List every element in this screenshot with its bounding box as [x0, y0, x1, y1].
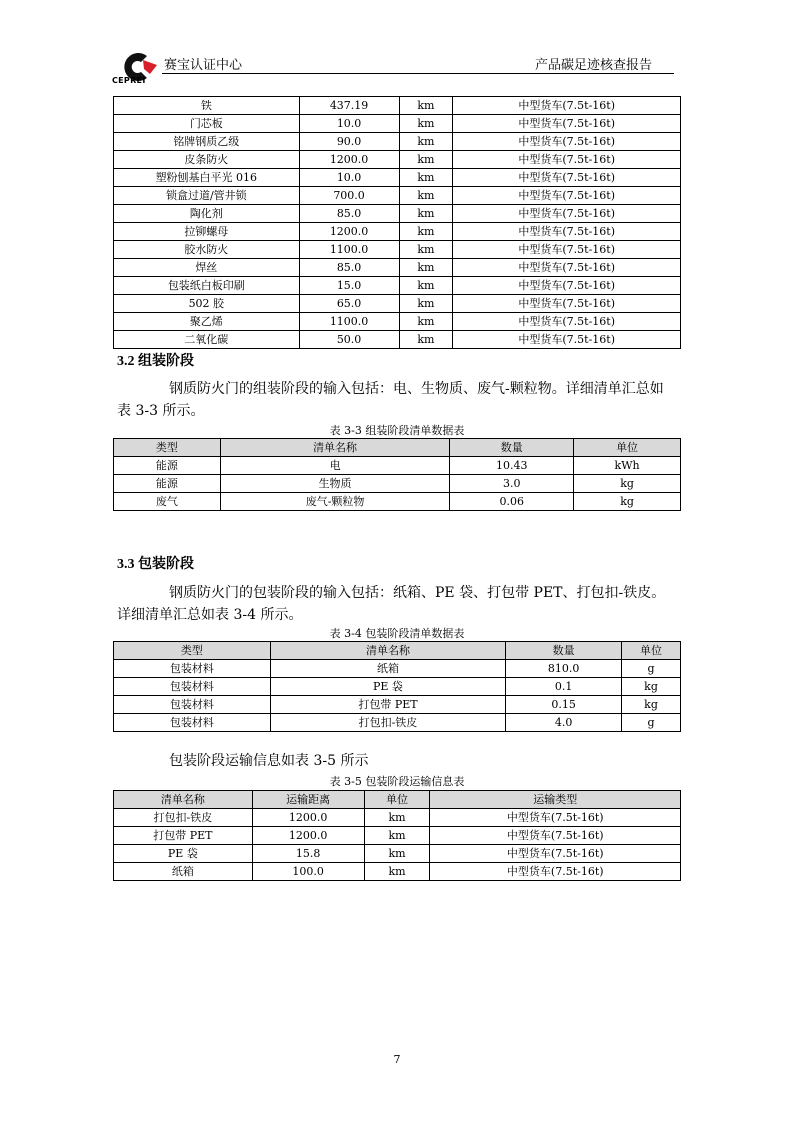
table-row — [114, 827, 681, 845]
column-header: 数量 — [450, 439, 574, 457]
table-cell: km — [399, 295, 453, 313]
table-row — [114, 241, 681, 259]
table-cell: 10.43 — [450, 457, 574, 475]
table-cell: 中型货车(7.5t-16t) — [453, 187, 681, 205]
table-cell: 437.19 — [299, 97, 399, 115]
table-3-3-caption: 表 3-3 组装阶段清单数据表 — [329, 424, 465, 437]
table-cell: 1200.0 — [252, 827, 364, 845]
table-cell: km — [399, 241, 453, 259]
section-3-2-paragraph: 钢质防火门的组装阶段的输入包括：电、生物质、废气-颗粒物。详细清单汇总如表 3-3 所示。 — [117, 381, 664, 419]
table-cell: g — [622, 660, 681, 678]
table-row — [114, 187, 681, 205]
table-cell: 中型货车(7.5t-16t) — [453, 277, 681, 295]
column-header: 单位 — [574, 439, 681, 457]
transport-intro: 包装阶段运输信息如表 3-5 所示 — [169, 753, 369, 769]
table-cell: g — [622, 714, 681, 732]
table-row — [114, 331, 681, 349]
page-number: 7 — [393, 1053, 401, 1066]
table-cell: 4.0 — [506, 714, 622, 732]
column-header: 清单名称 — [220, 439, 450, 457]
table-cell: kg — [622, 696, 681, 714]
report-title: 产品碳足迹核查报告 — [534, 58, 652, 73]
table-cell: 打包扣-铁皮 — [270, 714, 506, 732]
table-cell: 中型货车(7.5t-16t) — [453, 133, 681, 151]
table-cell: 废气 — [114, 493, 221, 511]
section-heading-3-2: 3.2 组装阶段 — [117, 354, 194, 369]
table-cell: km — [364, 809, 430, 827]
column-header: 运输类型 — [430, 791, 681, 809]
table-row — [114, 493, 681, 511]
table-cell: 中型货车(7.5t-16t) — [453, 151, 681, 169]
table-cell: 中型货车(7.5t-16t) — [453, 241, 681, 259]
table-row — [114, 475, 681, 493]
table-row — [114, 295, 681, 313]
table-cell: 1200.0 — [299, 151, 399, 169]
table-cell: 中型货车(7.5t-16t) — [453, 115, 681, 133]
table-cell: 打包扣-铁皮 — [114, 809, 253, 827]
table-cell: 包装材料 — [114, 660, 271, 678]
table-cell: 700.0 — [299, 187, 399, 205]
table-cell: km — [399, 259, 453, 277]
table-cell: kg — [574, 493, 681, 511]
table-row — [114, 678, 681, 696]
table-cell: PE 袋 — [114, 845, 253, 863]
table-cell: 塑粉刨基白平光 016 — [114, 169, 300, 187]
table-cell: 1200.0 — [252, 809, 364, 827]
org-name: 赛宝认证中心 — [164, 58, 243, 73]
table-cell: km — [399, 115, 453, 133]
table-cell: 包装材料 — [114, 696, 271, 714]
table-cell: 15.8 — [252, 845, 364, 863]
table-cell: 打包带 PET — [270, 696, 506, 714]
table-row — [114, 223, 681, 241]
table-cell: 废气-颗粒物 — [220, 493, 450, 511]
table-cell: 1100.0 — [299, 241, 399, 259]
table-header-row — [114, 791, 681, 809]
table-cell: 中型货车(7.5t-16t) — [453, 313, 681, 331]
table-cell: km — [399, 169, 453, 187]
table-cell: km — [399, 223, 453, 241]
table-cell: km — [399, 133, 453, 151]
section-heading-3-3: 3.3 包装阶段 — [117, 557, 194, 572]
table-cell: 0.1 — [506, 678, 622, 696]
table-row — [114, 169, 681, 187]
table-cell: 中型货车(7.5t-16t) — [453, 259, 681, 277]
table-cell: 聚乙烯 — [114, 313, 300, 331]
table-header-row — [114, 439, 681, 457]
column-header: 清单名称 — [270, 642, 506, 660]
table-cell: 中型货车(7.5t-16t) — [453, 223, 681, 241]
table-cell: 1100.0 — [299, 313, 399, 331]
table-row — [114, 457, 681, 475]
column-header: 清单名称 — [114, 791, 253, 809]
table-cell: 皮条防火 — [114, 151, 300, 169]
table-3-4-caption: 表 3-4 包装阶段清单数据表 — [329, 627, 465, 640]
table-cell: km — [399, 187, 453, 205]
table-cell: 中型货车(7.5t-16t) — [430, 827, 681, 845]
table-row — [114, 313, 681, 331]
table-row — [114, 151, 681, 169]
table-cell: 10.0 — [299, 169, 399, 187]
table-cell: 50.0 — [299, 331, 399, 349]
table-cell: 锁盒过道/管井锁 — [114, 187, 300, 205]
table-cell: 3.0 — [450, 475, 574, 493]
table-cell: 包装材料 — [114, 714, 271, 732]
table-cell: 中型货车(7.5t-16t) — [453, 205, 681, 223]
table-cell: km — [399, 331, 453, 349]
table-cell: 100.0 — [252, 863, 364, 881]
column-header: 类型 — [114, 642, 271, 660]
table-header-row — [114, 642, 681, 660]
table-cell: 15.0 — [299, 277, 399, 295]
table-3-5-caption: 表 3-5 包装阶段运输信息表 — [329, 775, 465, 788]
table-cell: 0.15 — [506, 696, 622, 714]
table-cell: km — [399, 151, 453, 169]
table-row — [114, 845, 681, 863]
table-cell: 810.0 — [506, 660, 622, 678]
table-raw-material-transport — [113, 96, 681, 349]
table-cell: 中型货车(7.5t-16t) — [430, 863, 681, 881]
table-row — [114, 115, 681, 133]
page-header — [112, 40, 682, 84]
table-cell: 中型货车(7.5t-16t) — [453, 331, 681, 349]
column-header: 数量 — [506, 642, 622, 660]
table-3-4 — [113, 641, 681, 732]
table-row — [114, 277, 681, 295]
table-cell: PE 袋 — [270, 678, 506, 696]
logo-text: CEPREI — [112, 76, 146, 85]
table-cell: kWh — [574, 457, 681, 475]
table-3-3 — [113, 438, 681, 511]
table-row — [114, 97, 681, 115]
table-cell: 拉铆螺母 — [114, 223, 300, 241]
table-row — [114, 259, 681, 277]
table-cell: 85.0 — [299, 205, 399, 223]
table-cell: 能源 — [114, 475, 221, 493]
table-row — [114, 660, 681, 678]
table-cell: 纸箱 — [114, 863, 253, 881]
table-cell: 包装材料 — [114, 678, 271, 696]
table-cell: 0.06 — [450, 493, 574, 511]
table-cell: km — [399, 205, 453, 223]
table-cell: 纸箱 — [270, 660, 506, 678]
table-cell: 电 — [220, 457, 450, 475]
table-row — [114, 205, 681, 223]
column-header: 单位 — [622, 642, 681, 660]
table-cell: 焊丝 — [114, 259, 300, 277]
table-cell: km — [399, 277, 453, 295]
table-cell: 门芯板 — [114, 115, 300, 133]
table-cell: km — [364, 827, 430, 845]
table-cell: 中型货车(7.5t-16t) — [430, 845, 681, 863]
table-cell: 85.0 — [299, 259, 399, 277]
table-cell: 502 胶 — [114, 295, 300, 313]
table-cell: km — [364, 845, 430, 863]
table-cell: 能源 — [114, 457, 221, 475]
table-cell: 中型货车(7.5t-16t) — [453, 169, 681, 187]
table-row — [114, 863, 681, 881]
column-header: 运输距离 — [252, 791, 364, 809]
table-cell: 90.0 — [299, 133, 399, 151]
table-cell: 二氧化碳 — [114, 331, 300, 349]
table-row — [114, 696, 681, 714]
table-cell: 65.0 — [299, 295, 399, 313]
table-row — [114, 714, 681, 732]
column-header: 单位 — [364, 791, 430, 809]
table-cell: 打包带 PET — [114, 827, 253, 845]
table-cell: 铭牌钢质乙级 — [114, 133, 300, 151]
table-cell: kg — [574, 475, 681, 493]
table-cell: 生物质 — [220, 475, 450, 493]
table-cell: kg — [622, 678, 681, 696]
table-cell: 10.0 — [299, 115, 399, 133]
table-cell: km — [399, 313, 453, 331]
table-cell: 包装纸白板印刷 — [114, 277, 300, 295]
table-cell: 陶化剂 — [114, 205, 300, 223]
table-cell: km — [364, 863, 430, 881]
table-row — [114, 133, 681, 151]
table-cell: 铁 — [114, 97, 300, 115]
section-3-3-paragraph: 钢质防火门的包装阶段的输入包括：纸箱、PE 袋、打包带 PET、打包扣-铁皮。详细清单汇总如表 3-4 所示。 — [117, 585, 666, 623]
table-cell: km — [399, 97, 453, 115]
header-divider — [162, 73, 674, 74]
table-cell: 中型货车(7.5t-16t) — [430, 809, 681, 827]
table-cell: 中型货车(7.5t-16t) — [453, 97, 681, 115]
table-row — [114, 809, 681, 827]
table-3-5 — [113, 790, 681, 881]
table-cell: 胶水防火 — [114, 241, 300, 259]
column-header: 类型 — [114, 439, 221, 457]
table-cell: 1200.0 — [299, 223, 399, 241]
table-cell: 中型货车(7.5t-16t) — [453, 295, 681, 313]
